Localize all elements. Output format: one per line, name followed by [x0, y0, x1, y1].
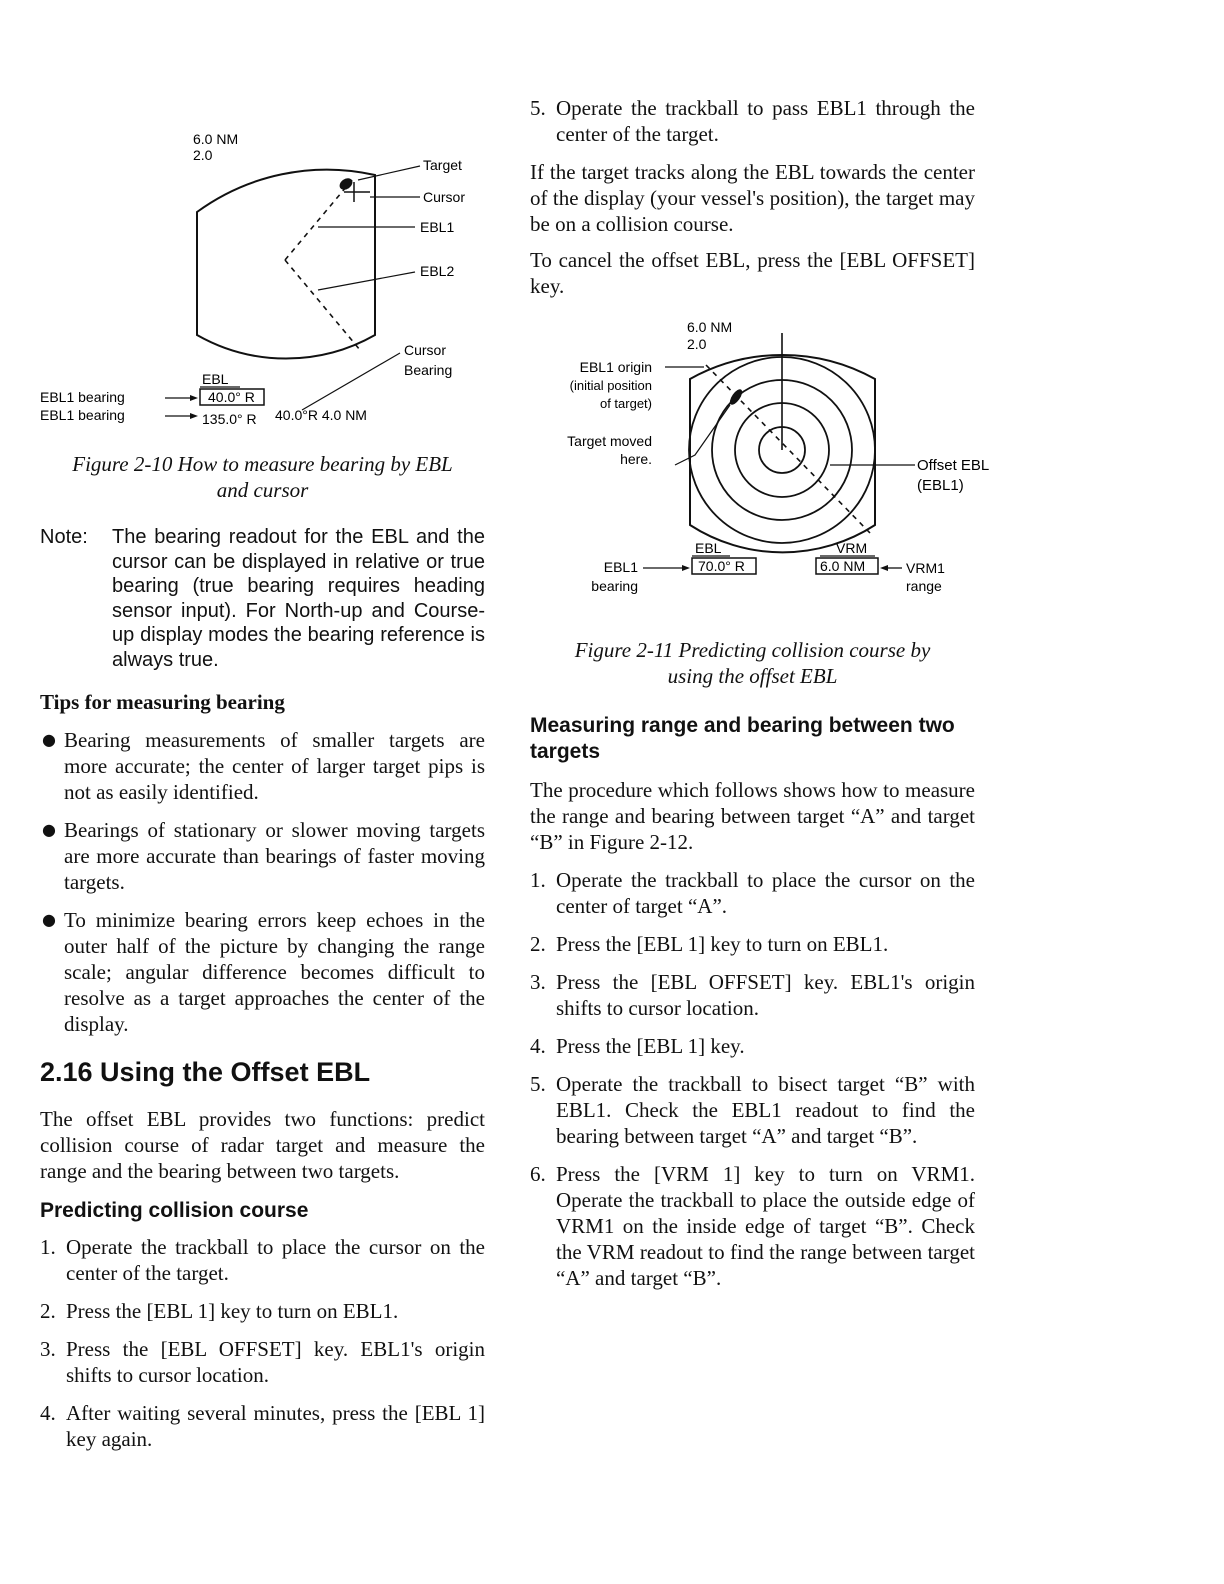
fig2-origin-3: of target) [599, 396, 652, 411]
fig2-vrm1-range-1: VRM1 [906, 560, 945, 576]
fig1-ring-label: 2.0 [193, 147, 213, 163]
fig1-ebl-box-title: EBL [202, 371, 229, 387]
fig2-vrm1-range-2: range [906, 578, 942, 594]
note-label: Note: [40, 526, 88, 548]
list-item: ● Bearings of stationary or slower moving targets are more accurate than bearings of faster moving targets. [42, 818, 485, 894]
fig1-range-label: 6.0 NM [193, 131, 239, 147]
list-item: 3. Press the [EBL OFFSET] key. EBL1's origin shifts to cursor location. [40, 1337, 485, 1387]
section-intro: The offset EBL provides two functions: predict collision course of radar target and measure the range and the bearing between two targets. [40, 1107, 485, 1183]
list-item: 3. Press the [EBL OFFSET] key. EBL1's origin shifts to cursor location. [530, 970, 975, 1020]
fig2-ebl-box-title: EBL [695, 540, 722, 556]
bullet-icon: ● [42, 730, 56, 749]
fig2-ring-label: 2.0 [687, 336, 707, 352]
predicting-steps-right [530, 95, 975, 147]
figure-2-10-diagram [40, 100, 485, 435]
predicting-steps-left [40, 1234, 485, 1452]
fig2-offset-2: (EBL1) [917, 477, 964, 494]
fig1-cursor-readout: 40.0°R 4.0 NM [275, 407, 367, 423]
fig1-target-label: Target [423, 157, 462, 173]
measuring-steps [530, 867, 975, 1291]
note-block [40, 525, 485, 672]
list-item: 1. Operate the trackball to place the cursor on the center of target “A”. [530, 868, 975, 918]
fig1-ebl1-bearing-b: EBL1 bearing [40, 407, 125, 423]
section-title: 2.16 Using the Offset EBL [40, 1057, 371, 1087]
fig2-origin-2: (initial position [569, 378, 652, 393]
fig2-vrm-box-value: 6.0 NM [820, 558, 866, 574]
list-item: 4. Press the [EBL 1] key. [530, 1034, 745, 1058]
bullet-icon: ● [42, 910, 56, 929]
figure-2-10-caption: Figure 2-10 How to measure bearing by EBL and cursor [72, 452, 453, 502]
list-item: 4. After waiting several minutes, press the [EBL 1] key again. [40, 1401, 485, 1451]
fig1-ebl-box-value: 40.0° R [208, 389, 255, 405]
figure-2-11-diagram [530, 315, 1000, 615]
ebl1-line [285, 180, 352, 260]
figure-2-11-caption: Figure 2-11 Predicting collision course by using the offset EBL [574, 638, 931, 688]
list-item: 5. Operate the trackball to bisect target “B” with EBL1. Check the EBL1 readout to find the bearing between target “A” and target “B”. [530, 1072, 975, 1148]
measuring-heading: Measuring range and bearing between two targets [530, 714, 955, 763]
predicting-heading: Predicting collision course [40, 1199, 309, 1222]
fig2-vrm-box-title: VRM [836, 540, 868, 556]
fig2-ebl1-bearing-1: EBL1 [603, 559, 638, 575]
fig2-ebl-box-value: 70.0° R [698, 558, 745, 574]
list-item: 2. Press the [EBL 1] key to turn on EBL1. [530, 932, 889, 956]
target-echo [337, 176, 354, 192]
note-text: The bearing readout for the EBL and the cursor can be displayed in relative or true bearing (true bearing requires heading sensor input). For North-up and Course-up display modes the bearing reference is always true. [112, 526, 485, 671]
fig1-ebl2-label: EBL2 [420, 263, 455, 279]
fig2-moved-2: here. [620, 451, 652, 467]
list-item: ● To minimize bearing errors keep echoes in the outer half of the picture by changing the range scale; angular difference becomes difficult to resolve as a target approaches the center of the display. [42, 908, 485, 1036]
tips-list [40, 727, 485, 1037]
fig1-ebl1-bearing-a: EBL1 bearing [40, 389, 125, 405]
fig2-moved-1: Target moved [567, 433, 652, 449]
list-item: 5. Operate the trackball to pass EBL1 through the center of the target. [530, 96, 975, 146]
fig1-ebl1-label: EBL1 [420, 219, 455, 235]
fig1-cursor-bearing-2: Bearing [404, 362, 453, 378]
measuring-intro: The procedure which follows shows how to measure the range and bearing between target “A” and target “B” in Figure 2-12. [530, 778, 975, 854]
list-item: ● Bearing measurements of smaller targets are more accurate; the center of larger target pips is not as easily identified. [42, 728, 485, 804]
fig2-origin-1: EBL1 origin [579, 359, 652, 375]
predicting-para-1: If the target tracks along the EBL towards the center of the display (your vessel's position), the target may be on a collision course. [530, 160, 975, 236]
radar-display-outline [197, 170, 375, 359]
tips-heading: Tips for measuring bearing [40, 690, 285, 714]
predicting-para-2: To cancel the offset EBL, press the [EBL OFFSET] key. [530, 248, 975, 298]
ebl2-line [285, 260, 360, 350]
left-column [40, 100, 485, 1464]
fig1-cursor-bearing-1: Cursor [404, 342, 447, 358]
bullet-icon: ● [42, 820, 56, 839]
list-item: 1. Operate the trackball to place the cursor on the center of the target. [40, 1235, 485, 1285]
fig1-ebl2-value: 135.0° R [202, 411, 257, 427]
fig2-range-label: 6.0 NM [687, 319, 733, 335]
fig2-offset-1: Offset EBL [917, 457, 990, 474]
right-column [530, 95, 990, 1303]
offset-ebl-line [706, 365, 870, 533]
list-item: 6. Press the [VRM 1] key to turn on VRM1. Operate the trackball to place the outside edge of VRM1 on the inside edge of target “B”. Check the VRM readout to find the range between target “A” and target “B”. [530, 1162, 975, 1290]
list-item: 2. Press the [EBL 1] key to turn on EBL1. [40, 1299, 399, 1323]
fig1-cursor-label: Cursor [423, 189, 466, 205]
fig2-ebl1-bearing-2: bearing [591, 578, 638, 594]
